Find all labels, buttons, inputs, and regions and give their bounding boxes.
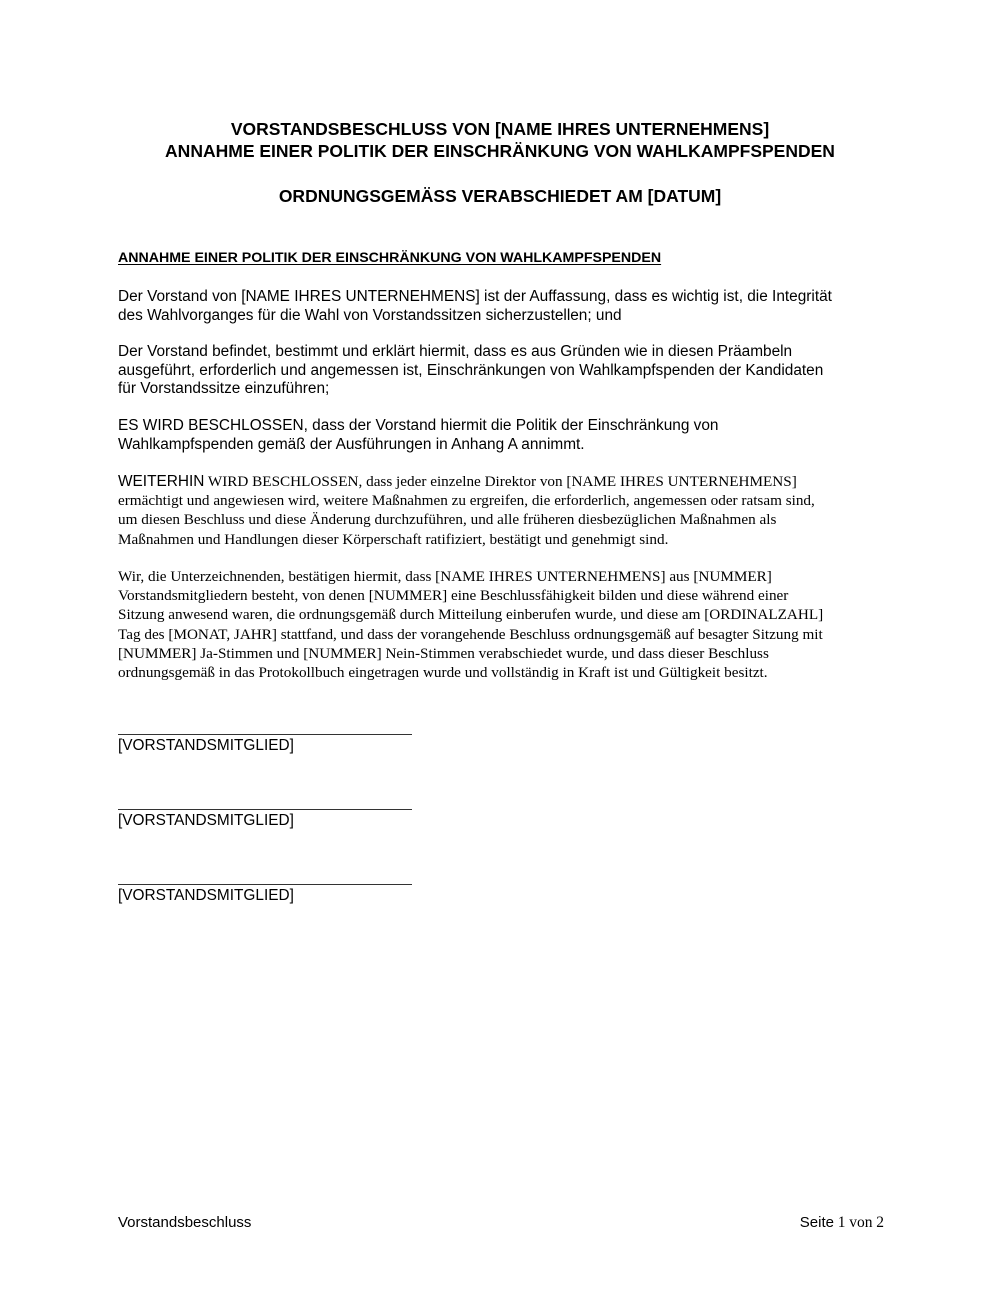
paragraph-line: Wir, die Unterzeichnenden, bestätigen hiermit, dass [NAME IHRES UNTERNEHMENS] aus [NUMMER] [118,568,772,585]
of-label: von [849,1214,873,1231]
signature-line [118,809,412,810]
paragraph-lead-word: WEITERHIN [118,473,205,490]
paragraph-preamble-2 [118,343,888,399]
title-line-1: VORSTANDSBESCHLUSS VON [NAME IHRES UNTERNEHMENS] [230,119,770,139]
paragraph-line: ausgeführt, erforderlich und angemessen ist, Einschränkungen von Wahlkampfspenden der Kandidaten [118,361,824,379]
paragraph-line: für Vorstandssitze einzuführen; [118,380,330,398]
paragraph-line: Maßnahmen und Handlungen dieser Körperschaft ratifiziert, bestätigt und genehmigt sind. [118,530,669,548]
signature-block [118,809,412,830]
paragraph-line: Sitzung anwesend waren, die ordnungsgemäß durch Mitteilung einberufen wurde, und diese am [ORDINALZAHL] [118,606,824,624]
paragraph-line-rest: WIRD BESCHLOSSEN, dass jeder einzelne Direktor von [NAME IHRES UNTERNEHMENS] [204,473,797,490]
page-number: 1 [837,1214,846,1231]
paragraph-line: Der Vorstand von [NAME IHRES UNTERNEHMENS] ist der Auffassung, dass es wichtig ist, die Integrität [118,288,832,305]
footer-document-name: Vorstandsbeschluss [118,1214,252,1231]
paragraph-line: ordnungsgemäß in das Protokollbuch eingetragen wurde und vollständig in Kraft ist und Gültigkeit besitzt. [118,664,768,682]
paragraph-certification [118,567,888,682]
paragraph-line [118,472,888,491]
paragraph-line: ermächtigt und angewiesen wird, weitere Maßnahmen zu ergreifen, die erforderlich, angemessen oder ratsam sind, [118,492,815,510]
paragraph-further-resolution [118,472,888,549]
document-subtitle [100,185,900,207]
paragraph-line: Wahlkampfspenden gemäß der Ausführungen in Anhang A annimmt. [118,435,585,453]
signature-line [118,734,412,735]
page-number-indicator [800,1214,884,1232]
page-total: 2 [876,1214,884,1231]
paragraph-line: [NUMMER] Ja-Stimmen und [NUMMER] Nein-Stimmen verabschiedet wurde, und dass dieser Beschluss [118,644,769,662]
paragraph-line: um diesen Beschluss und diese Änderung durchzuführen, und alle früheren diesbezüglichen Maßnahmen als [118,511,777,529]
page-footer [118,1214,884,1234]
paragraph-line: des Wahlvorganges für die Wahl von Vorstandssitzen sicherzustellen; und [118,306,622,324]
paragraph-line: Der Vorstand befindet, bestimmt und erklärt hiermit, dass es aus Gründen wie in diesen Präambeln [118,343,793,360]
title-line-2: ANNAHME EINER POLITIK DER EINSCHRÄNKUNG VON WAHLKAMPFSPENDEN [165,141,835,161]
signature-block [118,884,412,905]
signature-label: [VORSTANDSMITGLIED] [118,812,294,829]
paragraph-resolution [118,417,888,454]
signature-line [118,884,412,885]
page-label: Seite [799,1214,834,1231]
paragraph-line: Vorstandsmitgliedern besteht, von denen [NUMMER] eine Beschlussfähigkeit bilden und diese während einer [118,587,789,605]
paragraph-preamble-1 [118,288,888,325]
signature-block [118,734,412,755]
document-title [100,118,900,162]
signature-label: [VORSTANDSMITGLIED] [118,737,294,754]
title-line-3: ORDNUNGSGEMÄSS VERABSCHIEDET AM [DATUM] [278,186,722,206]
paragraph-line: ES WIRD BESCHLOSSEN, dass der Vorstand hiermit die Politik der Einschränkung von [118,417,719,434]
signature-label: [VORSTANDSMITGLIED] [118,887,294,904]
section-heading: ANNAHME EINER POLITIK DER EINSCHRÄNKUNG VON WAHLKAMPFSPENDEN [118,250,662,266]
paragraph-line: Tag des [MONAT, JAHR] stattfand, und dass der vorangehende Beschluss ordnungsgemäß auf besagter Sitzung mit [118,625,823,643]
